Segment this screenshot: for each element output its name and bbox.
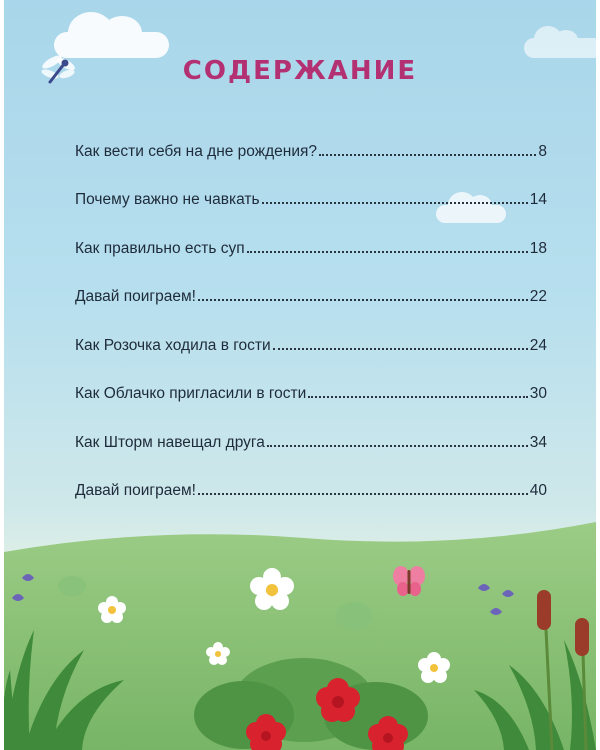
dot-leader	[262, 202, 528, 204]
toc-entry-page: 40	[529, 482, 547, 499]
dot-leader	[267, 445, 528, 447]
toc-entry[interactable]	[75, 403, 547, 452]
toc-entry-page: 18	[529, 239, 547, 257]
toc-entry[interactable]	[75, 355, 547, 404]
toc-entry-page: 8	[538, 142, 547, 160]
toc-entry-label: Как Облачко пригласили в гости	[75, 385, 307, 402]
toc-entry-page: 22	[529, 288, 547, 305]
toc-entry-label: Почему важно не чавкать	[75, 191, 260, 208]
toc-entry-label: Давай поиграем!	[75, 482, 196, 499]
cloud-icon	[524, 38, 596, 58]
toc-entry-label: Как вести себя на дне рождения?	[75, 142, 318, 160]
toc-entry[interactable]	[75, 112, 547, 161]
meadow-illustration	[4, 520, 596, 750]
butterfly-icon	[393, 566, 425, 596]
dot-leader	[273, 348, 528, 350]
book-page	[4, 0, 596, 750]
toc-entry[interactable]	[75, 306, 547, 355]
toc-entry-label: Давай поиграем!	[75, 288, 196, 305]
toc-entry[interactable]	[75, 209, 547, 258]
dot-leader	[319, 154, 536, 156]
toc-entry-label: Как правильно есть суп	[75, 239, 245, 257]
dot-leader	[247, 251, 528, 253]
dot-leader	[308, 396, 527, 398]
dot-leader	[198, 493, 528, 495]
dot-leader	[198, 299, 528, 301]
page-title: СОДЕРЖАНИЕ	[182, 56, 418, 86]
toc-entry-page: 34	[529, 433, 547, 451]
toc-entry-label: Как Шторм навещал друга	[75, 433, 265, 451]
toc-entry[interactable]	[75, 161, 547, 210]
toc-entry-page: 14	[529, 191, 547, 208]
toc-entry-page: 24	[529, 336, 547, 354]
table-of-contents	[75, 112, 547, 500]
toc-entry[interactable]	[75, 452, 547, 501]
toc-entry-page: 30	[529, 385, 547, 402]
toc-entry-label: Как Розочка ходила в гости	[75, 336, 271, 354]
toc-entry[interactable]	[75, 258, 547, 307]
